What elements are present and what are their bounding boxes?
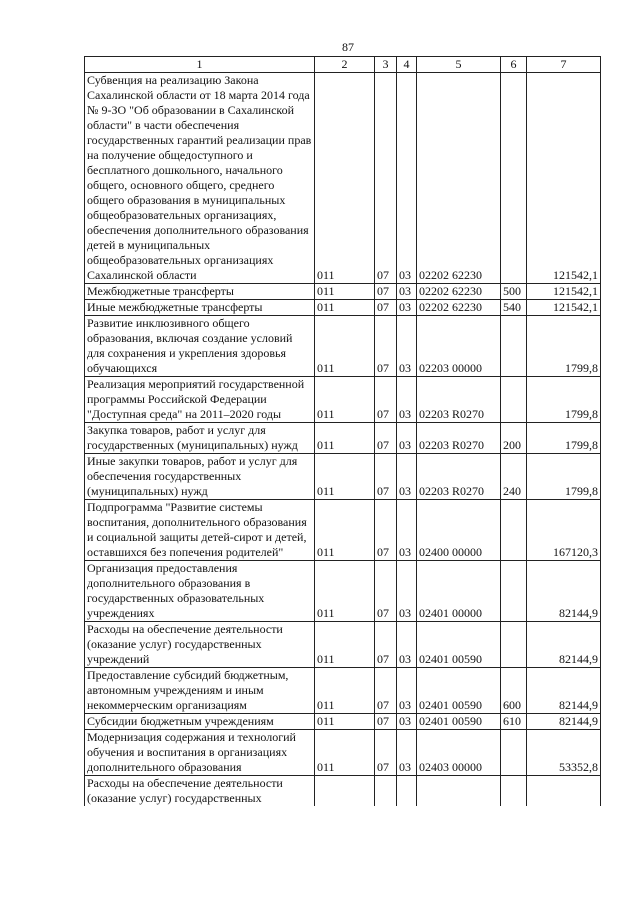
row-cell-c6 bbox=[501, 316, 527, 377]
table-row bbox=[85, 730, 601, 776]
table-row bbox=[85, 377, 601, 423]
row-cell-c5: 02403 00000 bbox=[417, 730, 501, 776]
row-cell-c4: 03 bbox=[397, 300, 417, 316]
row-cell-c2: 011 bbox=[315, 300, 375, 316]
row-cell-c2 bbox=[315, 776, 375, 807]
row-cell-c3: 07 bbox=[375, 377, 397, 423]
row-cell-c2: 011 bbox=[315, 73, 375, 284]
row-cell-c3 bbox=[375, 776, 397, 807]
row-cell-c5: 02401 00590 bbox=[417, 714, 501, 730]
row-cell-c2: 011 bbox=[315, 377, 375, 423]
table-row bbox=[85, 714, 601, 730]
row-cell-c6: 500 bbox=[501, 284, 527, 300]
row-cell-c4 bbox=[397, 776, 417, 807]
row-cell-c6 bbox=[501, 776, 527, 807]
row-cell-c4: 03 bbox=[397, 500, 417, 561]
row-cell-c2: 011 bbox=[315, 561, 375, 622]
row-cell-c6 bbox=[501, 561, 527, 622]
row-cell-c5: 02203 R0270 bbox=[417, 377, 501, 423]
column-header-row bbox=[85, 57, 601, 73]
row-cell-c7: 82144,9 bbox=[527, 714, 601, 730]
row-cell-c6: 600 bbox=[501, 668, 527, 714]
row-cell-c7: 1799,8 bbox=[527, 316, 601, 377]
table-body bbox=[85, 73, 601, 807]
row-description: Модернизация содержания и технологий обучения и воспитания в организациях дополнительного образования bbox=[85, 730, 315, 776]
row-cell-c2: 011 bbox=[315, 500, 375, 561]
row-cell-c5: 02401 00000 bbox=[417, 561, 501, 622]
row-cell-c2: 011 bbox=[315, 423, 375, 454]
table-row bbox=[85, 73, 601, 284]
row-cell-c4: 03 bbox=[397, 668, 417, 714]
row-cell-c4: 03 bbox=[397, 423, 417, 454]
row-cell-c4: 03 bbox=[397, 73, 417, 284]
row-cell-c6 bbox=[501, 622, 527, 668]
row-cell-c3: 07 bbox=[375, 300, 397, 316]
row-cell-c7: 121542,1 bbox=[527, 73, 601, 284]
row-cell-c2: 011 bbox=[315, 668, 375, 714]
row-cell-c5: 02401 00590 bbox=[417, 668, 501, 714]
row-cell-c7: 1799,8 bbox=[527, 377, 601, 423]
row-description: Закупка товаров, работ и услуг для государственных (муниципальных) нужд bbox=[85, 423, 315, 454]
row-cell-c3: 07 bbox=[375, 500, 397, 561]
row-cell-c2: 011 bbox=[315, 316, 375, 377]
row-cell-c2: 011 bbox=[315, 622, 375, 668]
row-description: Расходы на обеспечение деятельности (оказание услуг) государственных учреждений bbox=[85, 622, 315, 668]
row-cell-c4: 03 bbox=[397, 284, 417, 300]
column-header: 7 bbox=[527, 57, 601, 73]
row-cell-c3: 07 bbox=[375, 561, 397, 622]
row-description: Предоставление субсидий бюджетным, автономным учреждениям и иным некоммерческим организациям bbox=[85, 668, 315, 714]
row-cell-c4: 03 bbox=[397, 730, 417, 776]
row-cell-c6 bbox=[501, 730, 527, 776]
table-row bbox=[85, 500, 601, 561]
row-cell-c7: 121542,1 bbox=[527, 284, 601, 300]
row-cell-c7: 1799,8 bbox=[527, 423, 601, 454]
row-cell-c3: 07 bbox=[375, 714, 397, 730]
row-description: Межбюджетные трансферты bbox=[85, 284, 315, 300]
row-cell-c5: 02202 62230 bbox=[417, 284, 501, 300]
row-cell-c3: 07 bbox=[375, 730, 397, 776]
row-cell-c5: 02203 00000 bbox=[417, 316, 501, 377]
row-description: Субвенция на реализацию Закона Сахалинской области от 18 марта 2014 года № 9-ЗО "Об образовании в Сахалинской области" в части обеспечения государственных гарантий реализации прав на получение общедоступного и бесплатного дошкольного, начального общего, основного общего, среднего общего образования в муниципальных общеобразовательных организациях, обеспечения дополнительного образования детей в муниципальных общеобразовательных организациях Сахалинской области bbox=[85, 73, 315, 284]
row-cell-c7 bbox=[527, 776, 601, 807]
row-cell-c3: 07 bbox=[375, 668, 397, 714]
row-cell-c2: 011 bbox=[315, 730, 375, 776]
row-cell-c5: 02202 62230 bbox=[417, 300, 501, 316]
row-cell-c3: 07 bbox=[375, 423, 397, 454]
table-row bbox=[85, 300, 601, 316]
row-cell-c6: 200 bbox=[501, 423, 527, 454]
row-cell-c3: 07 bbox=[375, 622, 397, 668]
column-header: 4 bbox=[397, 57, 417, 73]
row-cell-c4: 03 bbox=[397, 316, 417, 377]
table-row bbox=[85, 284, 601, 300]
table-row bbox=[85, 776, 601, 807]
row-cell-c3: 07 bbox=[375, 454, 397, 500]
row-description: Иные закупки товаров, работ и услуг для обеспечения государственных (муниципальных) нужд bbox=[85, 454, 315, 500]
row-description: Организация предоставления дополнительного образования в государственных образовательных учреждениях bbox=[85, 561, 315, 622]
row-cell-c4: 03 bbox=[397, 561, 417, 622]
column-header: 6 bbox=[501, 57, 527, 73]
row-cell-c3: 07 bbox=[375, 73, 397, 284]
row-cell-c5 bbox=[417, 776, 501, 807]
column-header: 3 bbox=[375, 57, 397, 73]
row-cell-c3: 07 bbox=[375, 316, 397, 377]
row-cell-c7: 82144,9 bbox=[527, 561, 601, 622]
column-header: 2 bbox=[315, 57, 375, 73]
row-cell-c7: 53352,8 bbox=[527, 730, 601, 776]
row-description: Развитие инклюзивного общего образования, включая создание условий для сохранения и укрепления здоровья обучающихся bbox=[85, 316, 315, 377]
row-description: Иные межбюджетные трансферты bbox=[85, 300, 315, 316]
row-cell-c6: 240 bbox=[501, 454, 527, 500]
row-cell-c5: 02400 00000 bbox=[417, 500, 501, 561]
budget-table bbox=[84, 56, 601, 806]
row-cell-c7: 82144,9 bbox=[527, 622, 601, 668]
row-cell-c4: 03 bbox=[397, 377, 417, 423]
row-cell-c6 bbox=[501, 500, 527, 561]
row-cell-c6 bbox=[501, 377, 527, 423]
row-cell-c4: 03 bbox=[397, 622, 417, 668]
row-description: Расходы на обеспечение деятельности (оказание услуг) государственных bbox=[85, 776, 315, 807]
row-description: Субсидии бюджетным учреждениям bbox=[85, 714, 315, 730]
row-cell-c5: 02401 00590 bbox=[417, 622, 501, 668]
table-row bbox=[85, 423, 601, 454]
row-cell-c6: 610 bbox=[501, 714, 527, 730]
page-number: 87 bbox=[342, 40, 354, 54]
table-row bbox=[85, 668, 601, 714]
row-cell-c2: 011 bbox=[315, 284, 375, 300]
row-cell-c4: 03 bbox=[397, 714, 417, 730]
row-description: Реализация мероприятий государственной программы Российской Федерации "Доступная среда" на 2011–2020 годы bbox=[85, 377, 315, 423]
row-description: Подпрограмма "Развитие системы воспитания, дополнительного образования и социальной защиты детей-сирот и детей, оставшихся без попечения родителей" bbox=[85, 500, 315, 561]
row-cell-c4: 03 bbox=[397, 454, 417, 500]
row-cell-c7: 1799,8 bbox=[527, 454, 601, 500]
row-cell-c2: 011 bbox=[315, 454, 375, 500]
row-cell-c5: 02203 R0270 bbox=[417, 454, 501, 500]
row-cell-c7: 167120,3 bbox=[527, 500, 601, 561]
table-row bbox=[85, 454, 601, 500]
row-cell-c7: 121542,1 bbox=[527, 300, 601, 316]
row-cell-c5: 02203 R0270 bbox=[417, 423, 501, 454]
row-cell-c2: 011 bbox=[315, 714, 375, 730]
column-header: 5 bbox=[417, 57, 501, 73]
row-cell-c6: 540 bbox=[501, 300, 527, 316]
row-cell-c7: 82144,9 bbox=[527, 668, 601, 714]
row-cell-c6 bbox=[501, 73, 527, 284]
column-header: 1 bbox=[85, 57, 315, 73]
table-row bbox=[85, 622, 601, 668]
table-row bbox=[85, 316, 601, 377]
row-cell-c3: 07 bbox=[375, 284, 397, 300]
row-cell-c5: 02202 62230 bbox=[417, 73, 501, 284]
table-row bbox=[85, 561, 601, 622]
